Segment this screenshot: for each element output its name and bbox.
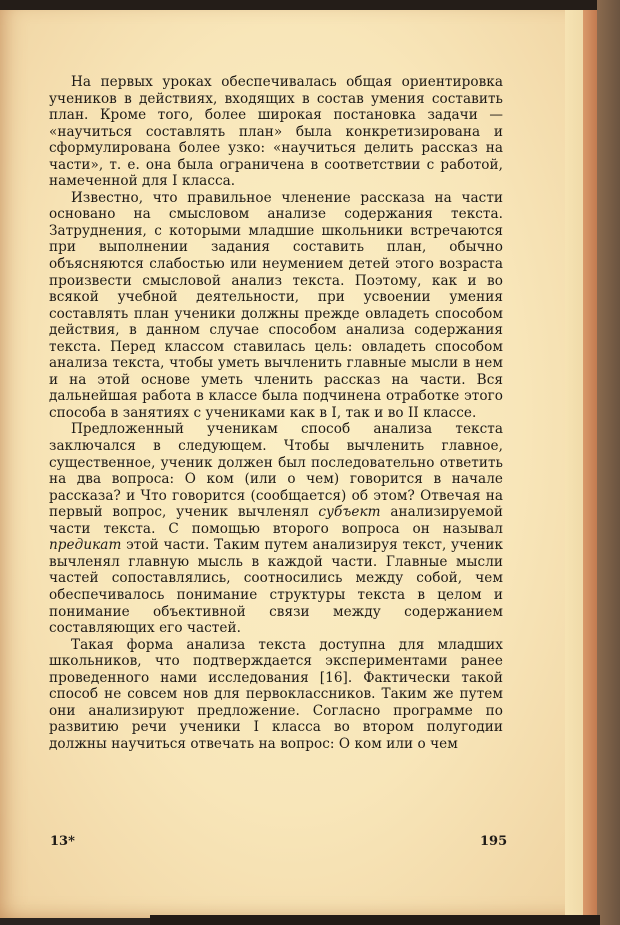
term-subject: субъект xyxy=(318,504,381,521)
paragraph-3-part-3: этой части. Таким путем анализируя текст, ученик вычленял главную мысль в каждой части. Главные мысли частей сопоставлялись, соотносились между собой, чем обеспечивалось понимание структуры текста в целом и понимание объективной связи между содержанием составляющих его частей. xyxy=(49,537,503,637)
paragraph-3 xyxy=(49,421,503,636)
term-predicate: предикат xyxy=(49,537,122,554)
paragraph-3-part-2: анализируемой части текста. С помощью второго вопроса он называл xyxy=(49,504,503,537)
book-cover-edge xyxy=(597,0,620,925)
paragraph-3-part-1: Предложенный ученикам способ анализа текста заключался в следующем. Чтобы вычленить главное, существенное, ученик должен был последовательно ответить на два вопроса: О ком (или о чем) говорится в начале рассказа? и Что говорится (сообщается) об этом? Отвечая на первый вопрос, ученик вычленял xyxy=(49,421,503,521)
paragraph-1: На первых уроках обеспечивалась общая ориентировка учеников в действиях, входящих в состав умения составить план. Кроме того, более широкая постановка задачи — «научиться составлять план» была конкретизирована и сформулирована более узко: «научиться делить рассказ на части», т. е. она была ограничена в соответствии с работой, намеченной для I класса. xyxy=(49,74,503,190)
page-edge-highlight xyxy=(565,10,585,918)
paragraph-2: Известно, что правильное членение рассказа на части основано на смысловом анализе содержания текста. Затруднения, с которыми младшие школьники встречаются при выполнении задания составить план, обычно объясняются слабостью или неумением детей этого возраста произвести смысловой анализ текста. Поэтому, как и во всякой учебной деятельности, при усвоении умения составлять план ученики должны прежде овладеть способом действия, в данном случае способом анализа содержания текста. Перед классом ставилась цель: овладеть способом анализа текста, чтобы уметь вычленить главные мысли в нем и на этой основе уметь членить рассказ на части. Вся дальнейшая работа в классе была подчинена отработке этого способа в занятиях с учениками как в I, так и во II классе. xyxy=(49,189,503,421)
page-number: 195 xyxy=(480,834,508,849)
page-edge-stack xyxy=(583,10,597,918)
signature-mark: 13* xyxy=(50,834,75,849)
scan-bottom-shadow xyxy=(150,915,600,925)
paragraph-4: Такая форма анализа текста доступна для младших школьников, что подтверждается экспериментами ранее проведенного нами исследования [16]. Фактически такой способ не совсем нов для первоклассников. Таким же путем они анализируют предложение. Согласно программе по развитию речи ученики I класса во втором полугодии должны научиться отвечать на вопрос: О ком или о чем xyxy=(49,636,503,752)
body-text xyxy=(49,74,503,752)
